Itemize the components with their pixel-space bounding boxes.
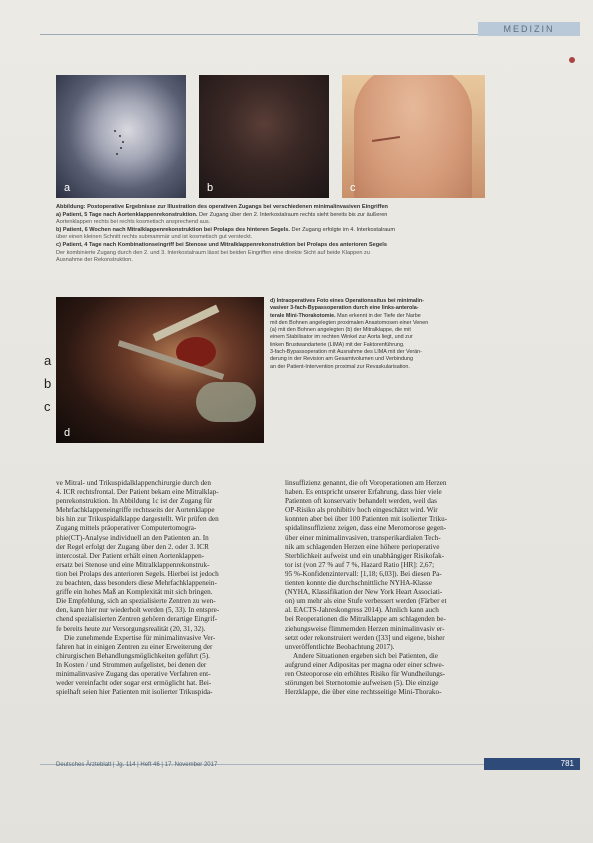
body-text-line: Herzklappe, die über eine rechtsseitige Mini-Thorako- bbox=[285, 688, 442, 697]
marker-label-b: b bbox=[44, 376, 52, 391]
body-column-right bbox=[285, 479, 499, 697]
caption-row: Aortenklappen rechts bei rechts kosmetisch ansprechend aus. bbox=[56, 219, 211, 226]
figure-photo-a bbox=[56, 75, 186, 198]
body-text-line: 95 %-Konfidenzintervall: [1,18; 6,03]). Bei diesen Pa- bbox=[285, 569, 442, 578]
side-caption-row: vasiver 3-fach-Bypassoperation durch eine links-anterola- bbox=[270, 305, 419, 312]
body-text-line: weder vereinfacht oder sogar erst ermöglicht hat. Bei- bbox=[56, 679, 212, 688]
body-text-line: chend spezialisierten Zentren gehören derartige Eingrif- bbox=[56, 615, 218, 624]
caption-row: c) Patient, 4 Tage nach Kombinationseingriff bei Stenose und Mitralklappenrekonstruktion bei Prolaps des anterioren Segels bbox=[56, 241, 387, 248]
caption-row: a) Patient, 5 Tage nach Aortenklappenrekonstruktion. Der Zugang über den 2. Interkostalraum rechts sieht bereits bis zur äußeren bbox=[56, 211, 388, 218]
photo-label-d: d bbox=[64, 427, 71, 439]
body-text-line: ve Mitral- und Trikuspidalklappenchirurgie durch den bbox=[56, 479, 211, 487]
body-text-line: on) um mehr als eine Stufe verbessert werden (Färber et bbox=[285, 597, 447, 606]
side-caption-row: 3-fach-Bypassoperation mit Ausnahme des LIMA mit der Verän- bbox=[270, 349, 422, 356]
body-text-line: phie(CT)-Analyse individuell an den Patienten an. In bbox=[56, 533, 209, 542]
page-number: 781 bbox=[484, 758, 580, 770]
body-text-line: penrekonstruktion. In Abbildung 1c ist der Zugang für bbox=[56, 497, 213, 506]
body-text-line: setzt oder rekonstruiert werden ([33] und eigene, bisher bbox=[285, 633, 445, 642]
figure-d-caption bbox=[270, 298, 492, 371]
figure-photo-d bbox=[56, 297, 264, 443]
body-text-line: der Regel erfolgt der Zugang über den 2. oder 3. ICR bbox=[56, 542, 209, 551]
side-caption-row: an der Patient-Intervention proximal zur Revaskularisation. bbox=[270, 363, 410, 370]
side-caption-row: terale Mini-Thorakotomie. Man erkennt in der Tiefe der Narbe bbox=[270, 312, 421, 319]
side-caption-row: derung in der Revision am Gesamtvolumen und Verbindung bbox=[270, 356, 413, 363]
body-text-line: über einer minimalinvasiven, transperikardialen Tech- bbox=[285, 533, 441, 542]
side-caption-row: (a) mit den Bohnen angelegten (b) der Mitralklappe, die mit bbox=[270, 327, 411, 334]
body-text-line: fe bereits heute zur Versorgungsrealität (20, 31, 32). bbox=[56, 624, 206, 633]
body-text-line: nik am schlagenden Herzen eine höhere perioperative bbox=[285, 542, 440, 551]
body-text-line: Zugang mittels präoperativer Computertomogra- bbox=[56, 524, 197, 533]
photo-label-c: c bbox=[350, 182, 356, 194]
body-text-line: den, kann hier nur wiederholt werden (5, 33). In entspre- bbox=[56, 606, 220, 615]
body-text-line: spidalinsuffizienz zeigen, dass eine Meromorose gegen- bbox=[285, 524, 447, 533]
body-text-line: Die zunehmende Expertise für minimalinvasive Ver- bbox=[64, 633, 216, 642]
body-text-line: tor ist (von 27 % auf 7 %, Hazard Ratio [HR]: 2,67; bbox=[285, 560, 435, 569]
body-text-line: bei Reoperationen die Mitralklappe am schlagenden be- bbox=[285, 615, 446, 624]
figure-photo-b bbox=[199, 75, 329, 198]
body-text-line: ersatz bei Stenose und eine Mitralklappenrekonstruk- bbox=[56, 560, 210, 569]
body-text-line: al. EACTS-Jahreskongress 2014). Ähnlich kann auch bbox=[285, 606, 439, 615]
body-text-line: tion bei Prolaps des anterioren Segels. Hierbei ist jedoch bbox=[56, 569, 219, 578]
body-text-line: haben. Es entspricht unserer Erfahrung, dass hier viele bbox=[285, 488, 442, 497]
body-text-line: chirurgischen Behandlungsmöglichkeiten geführt (5). bbox=[56, 651, 210, 660]
body-text-line: linsuffizienz genannt, die oft Voroperationen am Herzen bbox=[285, 479, 447, 487]
body-text-line: intercostal. Der Patient erhält einen Aortenklappen- bbox=[56, 551, 205, 560]
side-caption-row: d) Intraoperatives Foto eines Operationssitus bei minimalin- bbox=[270, 298, 424, 304]
body-text-line: spielhaft seien hier Patienten mit isolierter Trikuspida- bbox=[56, 688, 213, 697]
body-text-line: Patienten oft konservativ behandelt werden, weil das bbox=[285, 497, 437, 506]
journal-footer: Deutsches Ärzteblatt | Jg. 114 | Heft 46 | 17. November 2017 bbox=[56, 762, 218, 768]
body-text-line: zu beachten, dass besonders diese Mehrfachklappenein- bbox=[56, 579, 217, 588]
body-text-line: Die Empfehlung, sich an spezialisierte Zentren zu wen- bbox=[56, 597, 216, 606]
corner-mark bbox=[569, 57, 575, 63]
body-text-line: störungen bei Sternotomie aufweisen (5). Die einzige bbox=[285, 679, 439, 688]
marker-label-a: a bbox=[44, 353, 52, 368]
body-text-line: (NYHA, Klassifikation der New York Heart Associati- bbox=[285, 588, 443, 597]
body-text-line: konnten aber bei über 100 Patienten mit isolierter Triku- bbox=[285, 515, 448, 524]
body-text-line: ren Osteoporose ein erhöhtes Risiko für Wundheilungs- bbox=[285, 669, 446, 678]
body-text-line: griffe ein hohes Maß an Komplexität mit sich bringen. bbox=[56, 588, 213, 597]
body-text-line: In Kosten / und Strommen aufgelistet, bei denen der bbox=[56, 660, 207, 669]
photo-label-b: b bbox=[207, 182, 214, 194]
body-text-line: Sterblichkeit aufweist und ein unabhängiger Risikofak- bbox=[285, 551, 445, 560]
side-caption-row: linken Brustwandarterie (LIMA) mit der Faktorenführung. bbox=[270, 341, 405, 348]
body-column-left bbox=[56, 479, 270, 697]
figure-caption bbox=[56, 204, 496, 265]
caption-row: über einen kleinen Schnitt rechts submammär und ist kosmetisch gut versteckt. bbox=[56, 234, 253, 241]
body-text-line: OP-Risiko als prohibitiv hoch eingeschätzt wird. Wir bbox=[285, 506, 438, 515]
body-text-line: bis hin zur Trikuspidalklappe dargestellt. Wir prüfen den bbox=[56, 515, 219, 524]
body-text-line: unveröffentlichte Beobachtung 2017). bbox=[285, 642, 395, 651]
side-caption-row: mit den Bohnen angelegten proximalen Anastomosen einer Venen bbox=[270, 319, 429, 326]
body-text-line: minimalinvasive Zugang das operative Verfahren ent- bbox=[56, 669, 211, 678]
caption-row: Abbildung: Postoperative Ergebnisse zur Illustration des operativen Zugangs bei verschiedenen minimalinvasiven Eingriffen bbox=[56, 204, 388, 210]
figure-photo-c bbox=[342, 75, 485, 198]
body-text-line: ziehungsweise flimmernden Herzen minimalinvasiv er- bbox=[285, 624, 445, 633]
photo-label-a: a bbox=[64, 182, 71, 194]
body-text-line: tienten konnte die durchschnittliche NYHA-Klasse bbox=[285, 579, 432, 588]
caption-row: b) Patient, 6 Wochen nach Mitralklappenrekonstruktion bei Prolaps des hinteren Segels. Der Zugang erfolgte im 4. Interkostalraum bbox=[56, 226, 396, 233]
body-text-line: fahren hat in einigen Zentren zu einer Erweiterung der bbox=[56, 642, 213, 651]
body-text-line: Mehrfachklappeneingriffe rechtsseits der Aortenklappe bbox=[56, 506, 215, 515]
section-label: MEDIZIN bbox=[478, 22, 580, 36]
body-text-line: 4. ICR rechtsfrontal. Der Patient bekam eine Mitralklap- bbox=[56, 488, 219, 497]
marker-label-c: c bbox=[44, 399, 51, 414]
body-text-line: aufgrund einer Adipositas per magna oder einer schwe- bbox=[285, 660, 445, 669]
side-caption-row: einem Stabilisator im rechten Winkel zur Aorta liegt, und zur bbox=[270, 334, 413, 341]
caption-row: Der kombinierte Zugang durch den 2. und 3. Interkostalraum lässt bei beiden Eingriffen eine direkte Sicht auf beide Klappen zu bbox=[56, 249, 370, 256]
body-text-line: Andere Situationen ergeben sich bei Patienten, die bbox=[293, 651, 438, 660]
caption-row: Ausnahme der Rekonstruktion. bbox=[56, 257, 133, 264]
